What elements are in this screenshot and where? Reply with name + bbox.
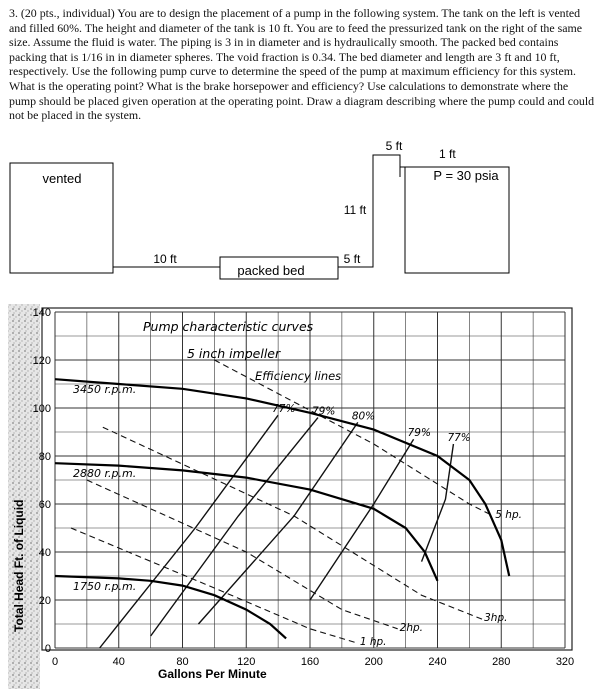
problem-number: 3.	[9, 6, 18, 20]
x-tick-label: 120	[237, 656, 256, 668]
dim-5ft-top: 5 ft	[385, 139, 403, 153]
efficiency-line-label: 79%	[311, 405, 336, 418]
efficiency-line-label: 80%	[351, 410, 376, 423]
chart-subtitle: 5 inch impeller	[187, 346, 281, 361]
right-tank-label: P = 30 psia	[433, 168, 499, 183]
power-line-label: 2hp.	[399, 621, 423, 634]
y-tick-label: 140	[32, 307, 51, 319]
left-tank-label: vented	[42, 171, 82, 186]
power-line-label: 1 hp.	[359, 636, 387, 649]
efficiency-title: Efficiency lines	[255, 369, 342, 383]
dim-1ft: 1 ft	[439, 147, 456, 161]
speed-curve-label: 1750 r.p.m.	[73, 580, 137, 593]
x-tick-label: 240	[428, 656, 447, 668]
y-tick-label: 60	[38, 499, 51, 511]
y-axis-label: Total Head Ft. of Liquid	[12, 499, 26, 632]
y-tick-label: 0	[44, 643, 51, 655]
efficiency-line-label: 79%	[407, 427, 431, 440]
dim-11ft: 11 ft	[343, 203, 367, 217]
system-diagram	[0, 137, 604, 302]
x-tick-label: 200	[364, 656, 383, 668]
x-axis-label: Gallons Per Minute	[158, 667, 267, 681]
packed-bed-label: packed bed	[237, 263, 305, 278]
y-tick-label: 100	[32, 403, 51, 415]
pump-chart	[0, 302, 604, 697]
y-tick-label: 20	[38, 595, 51, 607]
problem-text: (20 pts., individual) You are to design the placement of a pump in the following system. The tank on the left is vented and filled 60%. The height and diameter of the tank is 10 ft. You are to feed the pressurized tank on the right of the same size. Assume the fluid is water. The piping is 3 in in diameter and is hydraulically smooth. The packed bed contains packing that is 1/16 in in diameter spheres. The void fraction is 0.34. The bed diameter and length are 3 ft and 10 ft, respectively. Use the following pump curve to determine the speed of the pump at maximum efficiency for this system. What is the operating point? What is the brake horsepower and efficiency? Use calculations to demonstrate where the pump should be placed given operation at the operating point. Draw a diagram describing where the pump could and could not be placed in the system.	[9, 6, 595, 123]
dim-5ft-riser: 5 ft	[343, 252, 361, 266]
dim-10ft: 10 ft	[153, 252, 177, 266]
x-tick-label: 160	[300, 656, 320, 668]
problem-statement	[9, 6, 597, 123]
x-tick-label: 0	[51, 656, 59, 668]
y-tick-label: 120	[32, 355, 51, 367]
speed-curve-label: 2880 r.p.m.	[73, 467, 137, 481]
efficiency-line-label: 77%	[272, 403, 296, 416]
x-tick-label: 320	[555, 656, 575, 668]
x-tick-label: 40	[112, 656, 125, 668]
chart-title: Pump characteristic curves	[143, 319, 314, 334]
speed-curve-label: 3450 r.p.m.	[73, 383, 137, 397]
x-tick-label: 80	[176, 656, 189, 668]
efficiency-line-label: 77%	[447, 432, 471, 444]
y-tick-label: 40	[38, 547, 51, 559]
power-line-label: 3hp.	[484, 612, 508, 625]
x-tick-label: 280	[492, 656, 511, 668]
y-tick-label: 80	[38, 451, 51, 463]
power-line-label: 5 hp.	[495, 509, 522, 521]
